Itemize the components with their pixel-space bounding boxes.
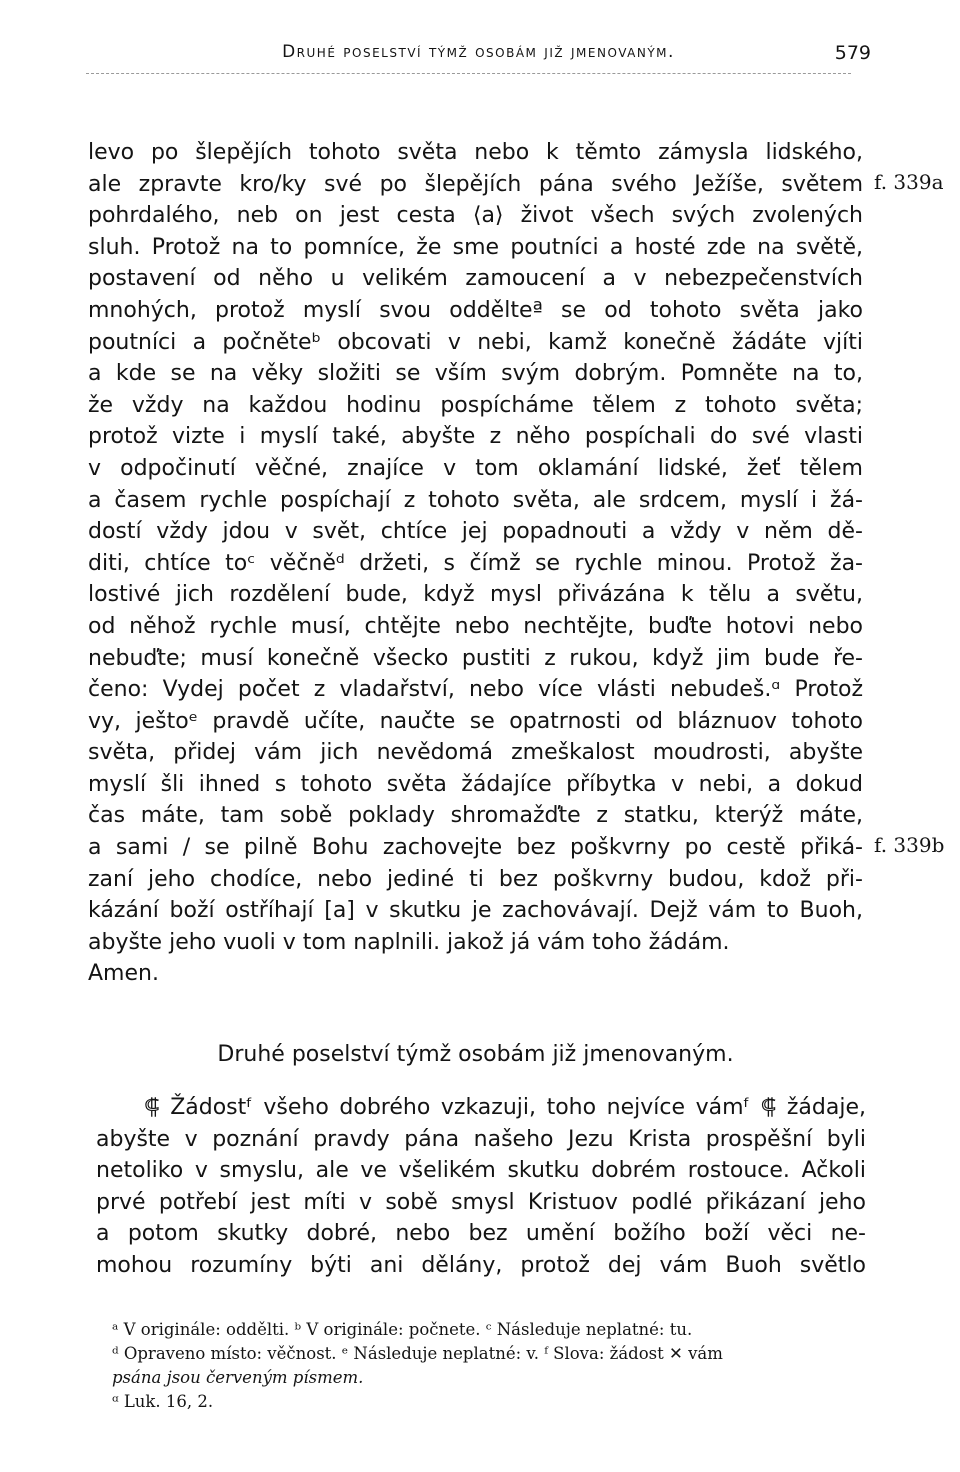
text-line: poutníci a počněteᵇ obcovati v nebi, kamž konečně žádáte vjíti xyxy=(88,329,863,355)
text-line: nebuďte; musí konečně všecko pustiti z rukou, když jim bude ře- xyxy=(88,645,863,671)
text-line: dostí vždy jdou v svět, chtíce jej popadnouti a vždy v něm dě- xyxy=(88,519,863,545)
page-number: 579 xyxy=(834,42,871,64)
text-line: sluh. Protož na to pomníce, že sme poutníci a hosté zde na světě, xyxy=(88,234,863,260)
header-rule xyxy=(86,73,851,74)
text-line: abyšte jeho vuoli v tom naplnili. jakož já vám toho žádám. xyxy=(88,929,730,955)
text-line: vy, ještoᵉ pravdě učíte, naučte se opatrnosti od bláznuov tohoto xyxy=(88,708,863,734)
running-head xyxy=(86,42,871,72)
footnote-line: ᵈ Opraveno místo: věčnost. ᵉ Následuje neplatné: v. ᶠ Slova: žádost ✕ vám xyxy=(112,1344,723,1363)
text-line: diti, chtíce toᶜ věčněᵈ držeti, s čímž se rychle minou. Protož ža- xyxy=(88,550,863,576)
margin-folio-note: f. 339a xyxy=(874,170,944,194)
section-heading: Druhé poselství týmž osobám již jmenovaným. xyxy=(217,1042,734,1067)
footnote-line: ᵃ V originále: oddělti. ᵇ V originále: počnete. ᶜ Následuje neplatné: tu. xyxy=(112,1320,693,1339)
footnote-line: psána jsou červeným písmem. xyxy=(112,1368,364,1387)
text-line: kázání boží ostříhají [a] v skutku je zachovávají. Dejž vám to Buoh, xyxy=(88,898,863,924)
text-line: myslí šli ihned s tohoto světa žádajíce příbytka v nebi, a dokud xyxy=(88,771,863,797)
text-line: v odpočinutí věčné, znajíce v tom oklamání lidské, žeť tělem xyxy=(88,455,863,481)
footnotes xyxy=(112,1318,872,1414)
main-paragraph xyxy=(88,137,863,990)
text-line: světa, přidej vám jich nevědomá zmeškalost moudrosti, abyšte xyxy=(88,740,863,766)
text-line: ⸿ Žádostᶠ všeho dobrého vzkazuji, toho nejvíce vámᶠ ⸿ žádaje, xyxy=(144,1095,866,1120)
text-line: postavení od něho u velikém zamoucení a v nebezpečenstvích xyxy=(88,266,863,292)
text-line: čas máte, tam sobě poklady shromažďte z statku, kterýž máte, xyxy=(88,803,863,829)
text-line: zaní jeho chodíce, nebo jediné ti bez poškvrny budou, kdož při- xyxy=(88,866,863,892)
text-line: abyšte v poznání pravdy pána našeho Jezu Krista prospěšní byli xyxy=(96,1126,866,1152)
text-line: netoliko v smyslu, ale ve všelikém skutku dobrém rostouce. Ačkoli xyxy=(96,1158,866,1184)
margin-folio-note: f. 339b xyxy=(874,833,945,857)
text-line: od něhož rychle musí, chtějte nebo nechtějte, buďte hotovi nebo xyxy=(88,613,863,639)
text-line: prvé potřebí jest míti v sobě smysl Kristuov podlé přikázaní jeho xyxy=(96,1189,866,1215)
text-line: a časem rychle pospíchají z tohoto světa, ale srdcem, myslí i žá- xyxy=(88,487,863,513)
text-line: lostivé jich rozdělení bude, když mysl přivázána k tělu a světu, xyxy=(88,582,863,608)
text-line: mohou rozumíny býti ani dělány, protož dej vám Buoh světlo xyxy=(96,1252,866,1278)
text-line: mnohých, protož myslí svou oddělteª se od tohoto světa jako xyxy=(88,297,863,323)
text-line: a sami / se pilně Bohu zachovejte bez poškvrny po cestě přiká- xyxy=(88,835,863,861)
text-line: pohrdalého, neb on jest cesta ⟨a⟩ život všech svých zvolených xyxy=(88,203,863,229)
text-line: Amen. xyxy=(88,961,159,987)
text-line: že vždy na každou hodinu pospícháme tělem z tohoto světa; xyxy=(88,392,863,418)
second-letter-paragraph xyxy=(96,1092,866,1282)
footnote-line: ᵅ Luk. 16, 2. xyxy=(112,1392,214,1411)
text-line: protož vizte i myslí také, abyšte z něho pospíchali do své vlasti xyxy=(88,424,863,450)
text-line: čeno: Vydej počet z vladařství, nebo více vlásti nebudeš.ᵅ Protož xyxy=(88,677,863,703)
text-line: a kde se na věky složiti se vším svým dobrým. Pomněte na to, xyxy=(88,361,863,387)
text-line: ale zpravte kro/ky své po šlepějích pána svého Ježíše, světem xyxy=(88,171,863,197)
text-line: a potom skutky dobré, nebo bez umění božího boží věci ne- xyxy=(96,1221,866,1247)
running-head-title: Druhé poselství týmž osobám již jmenovaným. xyxy=(282,42,675,62)
text-line: levo po šlepějích tohoto světa nebo k těmto zámysla lidského, xyxy=(88,140,863,165)
